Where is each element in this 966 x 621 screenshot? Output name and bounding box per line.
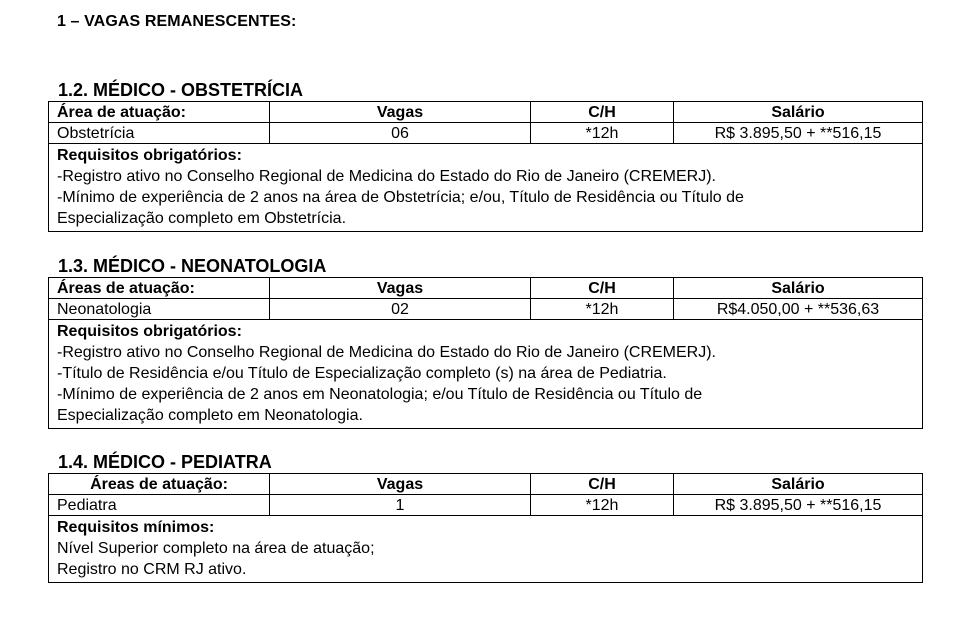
requirements-row [49, 516, 923, 583]
cell-salario: R$ 3.895,50 + **516,15 [674, 123, 923, 144]
requirements-cell [49, 144, 923, 232]
section-pediatra [48, 451, 922, 583]
cell-ch: *12h [531, 299, 674, 320]
requirement-line: Especialização completo em Obstetrícia. [57, 210, 347, 227]
table-row [49, 299, 923, 320]
cell-salario: R$4.050,00 + **536,63 [674, 299, 923, 320]
requirement-line: -Registro ativo no Conselho Regional de Medicina do Estado do Rio de Janeiro (CREMERJ). [57, 344, 716, 361]
requirements-title: Requisitos mínimos: [57, 519, 215, 536]
requirements-row [49, 320, 923, 429]
header-area: Área de atuação: [49, 102, 270, 123]
section-title: 1.4. MÉDICO - PEDIATRA [58, 452, 272, 472]
section-neonatologia [48, 255, 922, 429]
header-vagas: Vagas [270, 102, 531, 123]
requirements-title: Requisitos obrigatórios: [57, 323, 242, 340]
header-ch: C/H [531, 102, 674, 123]
requirement-line: Especialização completo em Neonatologia. [57, 407, 363, 424]
cell-salario: R$ 3.895,50 + **516,15 [674, 495, 923, 516]
table-header-row [49, 278, 923, 299]
table-row [49, 123, 923, 144]
requirements-title: Requisitos obrigatórios: [57, 147, 242, 164]
document-title: 1 – VAGAS REMANESCENTES: [57, 13, 297, 30]
vacancy-table [48, 277, 923, 429]
cell-vagas: 06 [270, 123, 531, 144]
header-area: Áreas de atuação: [49, 278, 270, 299]
requirement-line: Registro no CRM RJ ativo. [57, 561, 247, 578]
header-ch: C/H [531, 278, 674, 299]
requirement-line: Nível Superior completo na área de atuação; [57, 540, 375, 557]
header-salario: Salário [674, 278, 923, 299]
cell-area: Obstetrícia [49, 123, 270, 144]
section-title: 1.2. MÉDICO - OBSTETRÍCIA [58, 80, 304, 100]
requirements-cell [49, 516, 923, 583]
section-title: 1.3. MÉDICO - NEONATOLOGIA [58, 256, 327, 276]
vacancy-table [48, 473, 923, 583]
requirements-cell [49, 320, 923, 429]
table-header-row [49, 102, 923, 123]
header-area: Áreas de atuação: [49, 474, 270, 495]
requirement-line: -Mínimo de experiência de 2 anos em Neonatologia; e/ou Título de Residência ou Título de [57, 386, 703, 403]
vacancy-table [48, 101, 923, 232]
requirement-line: -Título de Residência e/ou Título de Especialização completo (s) na área de Pediatria. [57, 365, 667, 382]
cell-ch: *12h [531, 495, 674, 516]
header-salario: Salário [674, 102, 923, 123]
cell-vagas: 1 [270, 495, 531, 516]
header-ch: C/H [531, 474, 674, 495]
section-obstetricia [48, 79, 922, 232]
table-header-row [49, 474, 923, 495]
requirements-row [49, 144, 923, 232]
requirement-line: -Mínimo de experiência de 2 anos na área de Obstetrícia; e/ou, Título de Residência ou Título de [57, 189, 744, 206]
header-vagas: Vagas [270, 474, 531, 495]
cell-area: Neonatologia [49, 299, 270, 320]
cell-vagas: 02 [270, 299, 531, 320]
table-row [49, 495, 923, 516]
cell-ch: *12h [531, 123, 674, 144]
header-vagas: Vagas [270, 278, 531, 299]
header-salario: Salário [674, 474, 923, 495]
cell-area: Pediatra [49, 495, 270, 516]
requirement-line: -Registro ativo no Conselho Regional de Medicina do Estado do Rio de Janeiro (CREMERJ). [57, 168, 716, 185]
